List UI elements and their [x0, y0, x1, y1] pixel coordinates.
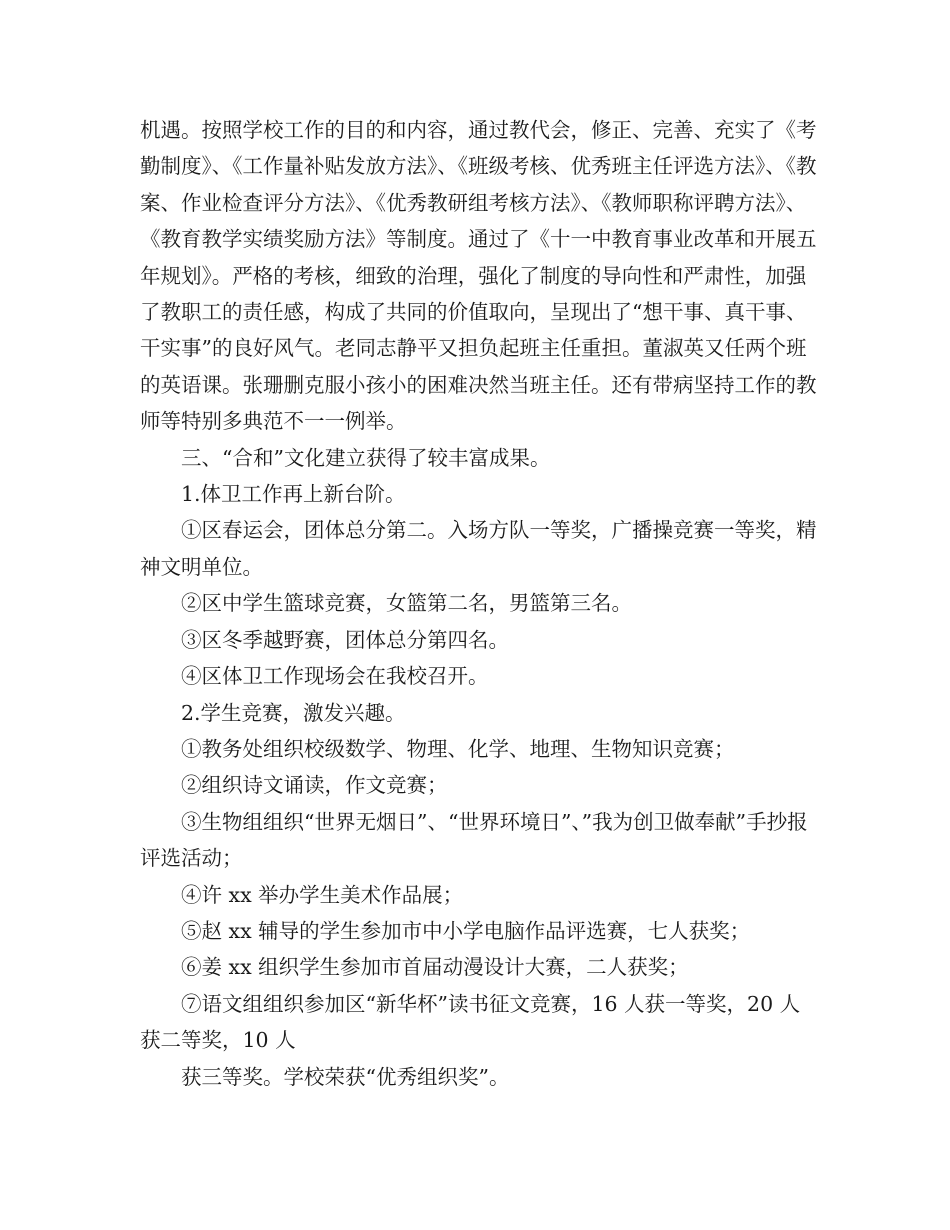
list-item-handwritten-newspaper: ③生物组组织“世界无烟日”、“世界环境日”、”我为创卫做奉献”手抄报评选活动；	[140, 809, 808, 871]
list-item-onsite-meeting: ④区体卫工作现场会在我校召开。	[181, 664, 489, 689]
list-item-cross-country: ③区冬季越野赛，团体总分第四名。	[181, 627, 509, 652]
paragraph-award-note: 获三等奖。学校荣获“优秀组织奖”。	[181, 1064, 510, 1089]
list-item-art-exhibition: ④许 xx 举办学生美术作品展；	[181, 882, 464, 907]
list-item-animation-contest: ⑥姜 xx 组织学生参加市首届动漫设计大赛，二人获奖；	[181, 955, 689, 980]
list-item-basketball: ②区中学生篮球竞赛，女篮第二名，男篮第三名。	[181, 591, 632, 616]
list-item-knowledge-contests: ①教务处组织校级数学、物理、化学、地理、生物知识竞赛；	[181, 736, 735, 761]
list-item-computer-works: ⑤赵 xx 辅导的学生参加市中小学电脑作品评选赛，七人获奖；	[181, 918, 751, 943]
subheading-student-competitions: 2.学生竞赛，激发兴趣。	[181, 700, 406, 725]
list-item-spring-sports-meet: ①区春运会，团体总分第二。入场方队一等奖，广播操竞赛一等奖，精神文明单位。	[140, 518, 817, 579]
document-body	[140, 112, 820, 1095]
list-item-poetry-essay: ②组织诗文诵读，作文竞赛；	[181, 773, 448, 798]
section-heading-culture: 三、“合和”文化建立获得了较丰富成果。	[181, 445, 551, 470]
subheading-sports-health: 1.体卫工作再上新台阶。	[181, 482, 406, 507]
list-item-essay-contest: ⑦语文组组织参加区“新华杯”读书征文竞赛，16 人获一等奖，20 人获二等奖，10 人	[140, 991, 801, 1053]
paragraph-school-rules: 机遇。按照学校工作的目的和内容，通过教代会，修正、完善、充实了《考勤制度》、《工作量补贴发放方法》、《班级考核、优秀班主任评选方法》、《教案、作业检查评分方法》、《优秀教研组考核方法》、《教师职称评聘方法》、《教育教学实绩奖励方法》等制度。通过了《十一中教育事业改革和开展五年规划》。严格的考核，细致的治理，强化了制度的导向性和严肃性，加强了教职工的责任感，构成了共同的价值取向，呈现出了“想干事、真干事、干实事”的良好风气。老同志静平又担负起班主任重担。董淑英又任两个班的英语课。张珊删克服小孩小的困难决然当班主任。还有带病坚持工作的教师等特别多典范不一一例举。	[140, 118, 817, 434]
